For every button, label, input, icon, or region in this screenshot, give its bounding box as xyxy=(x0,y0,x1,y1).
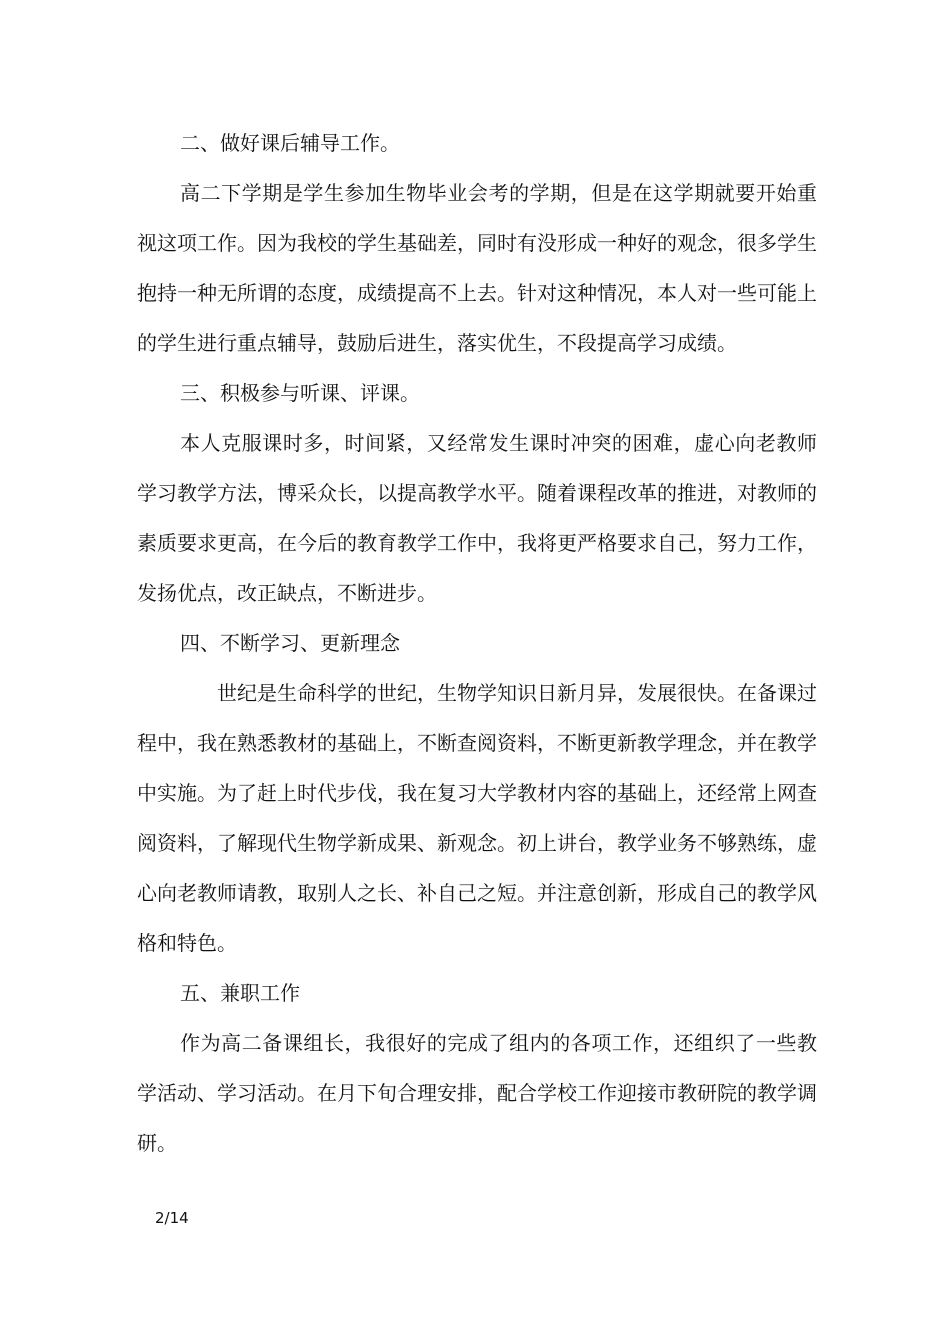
section-heading: 五、兼职工作 xyxy=(180,981,300,1005)
section-paragraph: 作为高二备课组长，我很好的完成了组内的各项工作，还组织了一些教学活动、学习活动。在月下旬合理安排，配合学校工作迎接市教研院的教学调研。 xyxy=(137,1031,817,1155)
section-paragraph: 本人克服课时多，时间紧，又经常发生课时冲突的困难，虚心向老教师学习教学方法，博采众长，以提高教学水平。随着课程改革的推进，对教师的素质要求更高，在今后的教育教学工作中，我将更严格要求自己，努力工作，发扬优点，改正缺点，不断进步。 xyxy=(137,431,817,605)
section-heading: 二、做好课后辅导工作。 xyxy=(180,131,400,155)
page-number: 2/14 xyxy=(155,1209,189,1227)
section-paragraph: 世纪是生命科学的世纪，生物学知识日新月异，发展很快。在备课过程中，我在熟悉教材的基础上，不断查阅资料，不断更新教学理念，并在教学中实施。为了赶上时代步伐，我在复习大学教材内容的基础上，还经常上网查阅资料，了解现代生物学新成果、新观念。初上讲台，教学业务不够熟练，虚心向老教师请教，取别人之长、补自己之短。并注意创新，形成自己的教学风格和特色。 xyxy=(137,681,817,955)
section-heading: 三、积极参与听课、评课。 xyxy=(180,381,420,405)
section-paragraph: 高二下学期是学生参加生物毕业会考的学期，但是在这学期就要开始重视这项工作。因为我校的学生基础差，同时有没形成一种好的观念，很多学生抱持一种无所谓的态度，成绩提高不上去。针对这种情况，本人对一些可能上的学生进行重点辅导，鼓励后进生，落实优生，不段提高学习成绩。 xyxy=(137,181,817,355)
section-heading: 四、不断学习、更新理念 xyxy=(180,631,400,655)
document-body xyxy=(137,118,817,1168)
